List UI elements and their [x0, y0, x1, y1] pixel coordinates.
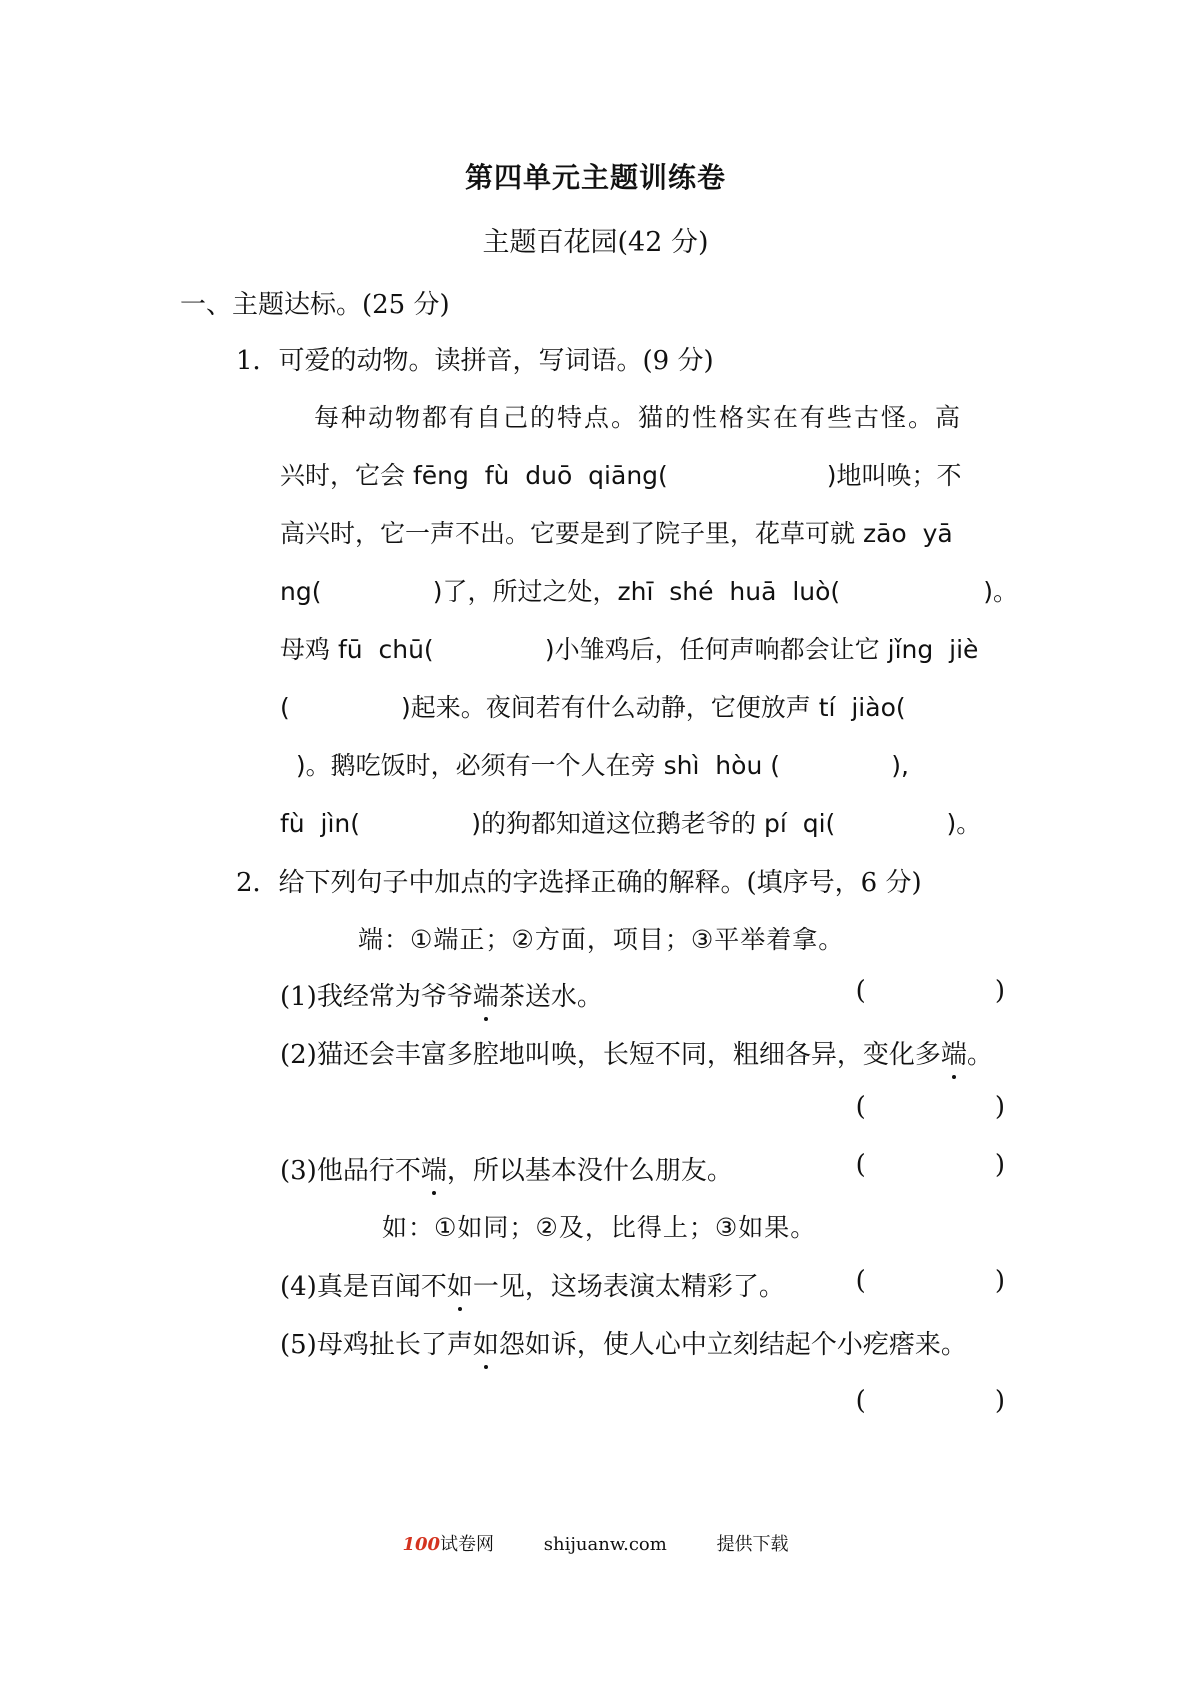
answer-blank[interactable]: ( ): [855, 1092, 1005, 1122]
site-url[interactable]: shijuanw.com: [543, 1534, 667, 1555]
sentence-3: (3)他品行不端，所以基本没什么朋友。: [280, 1150, 733, 1187]
footer: [0, 1530, 1191, 1556]
passage-line: 高兴时，它一声不出。它要是到了院子里，花草可就 zāo yā: [280, 519, 953, 548]
passage-line: 母鸡 fū chū( )小雏鸡后，任何声响都会让它 jǐng jiè: [280, 635, 979, 664]
site-logo: 100: [402, 1534, 441, 1555]
dotted-char: 如: [473, 1324, 499, 1361]
dotted-char: 如: [447, 1266, 473, 1303]
sentence-4: (4)真是百闻不如一见，这场表演太精彩了。: [280, 1266, 785, 1303]
definition-ru: 如：①如同；②及，比得上；③如果。: [382, 1213, 817, 1242]
page-subtitle: 主题百花园(42 分): [482, 227, 709, 258]
passage-line: 兴时，它会 fēng fù duō qiāng( )地叫唤；不: [280, 461, 962, 490]
dotted-char: 端: [421, 1150, 447, 1187]
section-heading: 一、主题达标。(25 分): [180, 290, 450, 320]
answer-blank[interactable]: ( ): [855, 1386, 1005, 1416]
passage-line: 每种动物都有自己的特点。猫的性格实在有些古怪。高: [314, 403, 963, 432]
page-title: 第四单元主题训练卷: [464, 161, 726, 194]
sentence-2: (2)猫还会丰富多腔地叫唤，长短不同，粗细各异，变化多端。: [280, 1034, 993, 1071]
footer-note: 提供下载: [716, 1534, 789, 1555]
question-1-stem: 1．可爱的动物。读拼音，写词语。(9 分): [236, 346, 714, 376]
dotted-char: 端: [941, 1034, 967, 1071]
answer-blank[interactable]: ( ): [855, 1266, 1005, 1296]
sentence-1: (1)我经常为爷爷端茶送水。: [280, 976, 603, 1013]
passage-line: ng( )了，所过之处，zhī shé huā luò( )。: [280, 577, 1018, 606]
definition-duan: 端：①端正；②方面，项目；③平举着拿。: [358, 925, 845, 954]
sentence-5: (5)母鸡扯长了声如怨如诉，使人心中立刻结起个小疙瘩来。: [280, 1324, 967, 1361]
dotted-char: 端: [473, 976, 499, 1013]
site-logo-text: 试卷网: [440, 1534, 495, 1555]
answer-blank[interactable]: ( ): [855, 1150, 1005, 1180]
answer-blank[interactable]: ( ): [855, 976, 1005, 1006]
passage-line: fù jìn( )的狗都知道这位鹅老爷的 pí qi( )。: [280, 809, 982, 838]
passage-line: ( )起来。夜间若有什么动静，它便放声 tí jiào(: [280, 693, 906, 722]
question-2-stem: 2．给下列句子中加点的字选择正确的解释。(填序号，6 分): [236, 868, 922, 898]
passage-line: )。鹅吃饭时，必须有一个人在旁 shì hòu ( ),: [280, 751, 909, 780]
